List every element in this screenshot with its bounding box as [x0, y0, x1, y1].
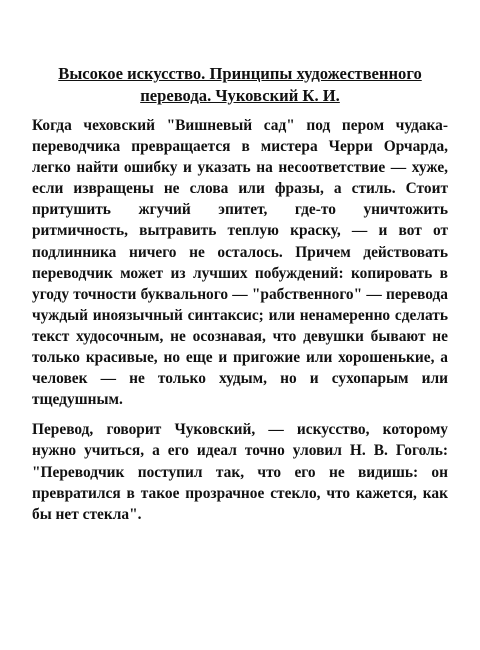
paragraph-1: Когда чеховский "Вишневый сад" под пером чудака-переводчика превращается в мистера Черри Орчарда, легко найти ошибку и указать на несоответствие — хуже, если извращены не слова или фразы, а стиль. Стоит притушить жгучий эпитет, где-то уничтожить ритмичность, вытравить теплую краску, — и вот от подлинника ничего не осталось. Причем действовать переводчик может из лучших побуждений: копировать в угоду точности буквального — "рабственного" — перевода чуждый иноязычный синтаксис; или ненамеренно сделать текст худосочным, не осознавая, что девушки бывают не только красивые, но еще и пригожие или хорошенькие, а человек — не только худым, но и сухопарым или тщедушным. [32, 117, 448, 409]
document-page [32, 63, 448, 525]
document-title: Высокое искусство. Принципы художественного перевода. Чуковский К. И. [58, 64, 422, 105]
paragraph-2: Перевод, говорит Чуковский, — искусство, которому нужно учиться, а его идеал точно уловил Н. В. Гоголь: "Переводчик поступил так, что его не видишь: он превратился в такое прозрачное стекло, что кажется, как бы нет стекла". [32, 421, 448, 523]
